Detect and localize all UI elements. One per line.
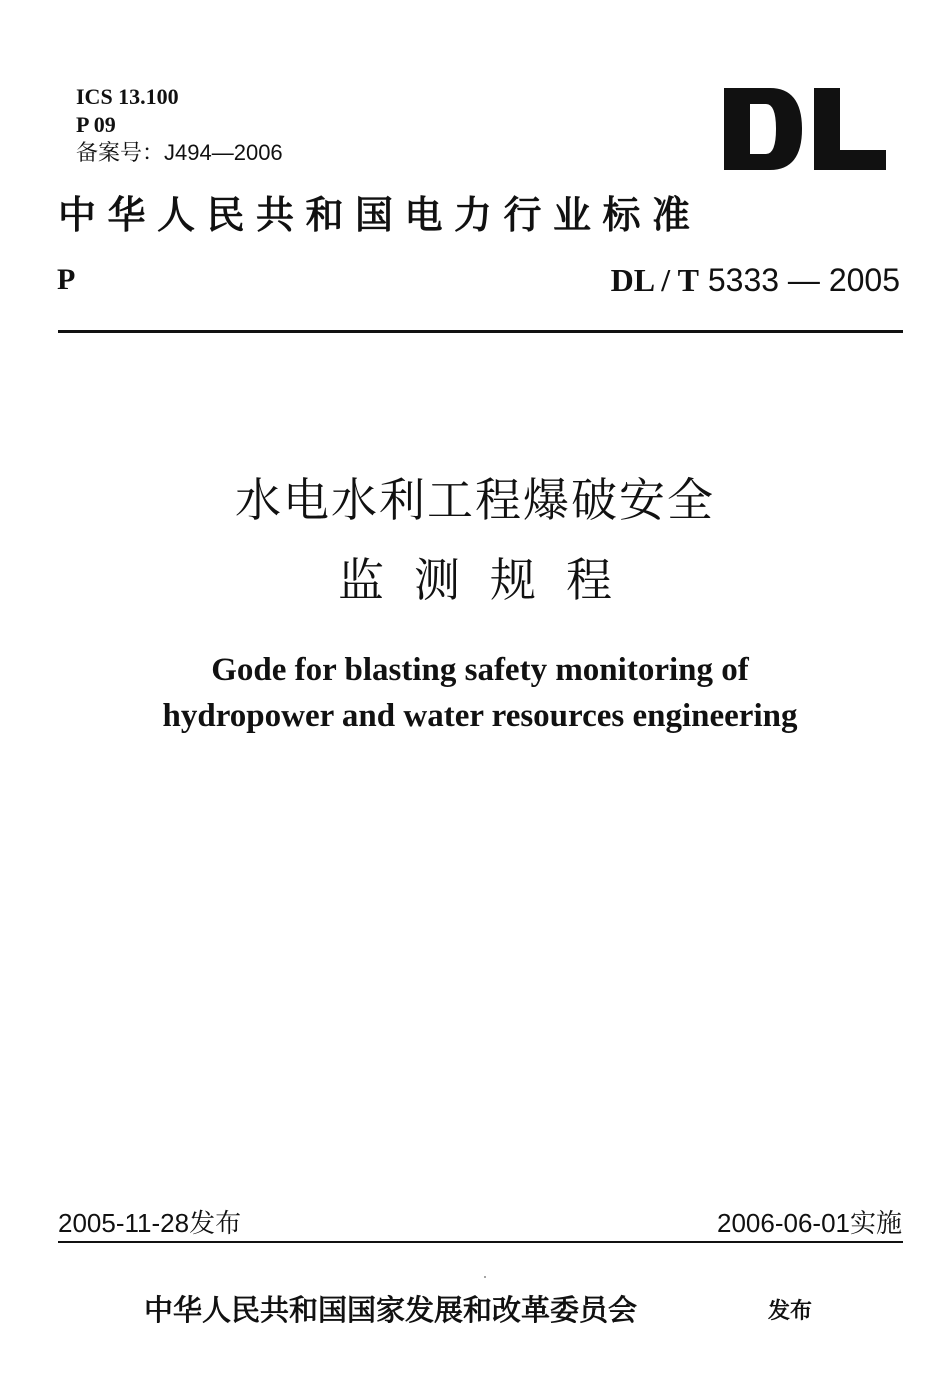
dl-logo-l-shape bbox=[814, 88, 886, 170]
ics-code-text: ICS 13.100 bbox=[76, 84, 179, 109]
top-divider bbox=[58, 330, 903, 333]
p-code-text: P 09 bbox=[76, 112, 116, 137]
standard-type-title: 中华人民共和国电力行业标准 bbox=[58, 192, 702, 237]
issue-date: 2005-11-28发布 bbox=[58, 1208, 242, 1238]
header-meta bbox=[76, 83, 283, 167]
dl-logo bbox=[722, 86, 888, 172]
standard-number bbox=[611, 260, 900, 300]
dl-logo-d-shape bbox=[724, 88, 802, 170]
title-en-line-2: hydropower and water resources engineering bbox=[162, 698, 798, 734]
ics-code bbox=[76, 83, 283, 111]
implement-date: 2006-06-01实施 bbox=[717, 1208, 902, 1238]
title-cn-line-1: 水电水利工程爆破安全 bbox=[235, 473, 715, 527]
standard-number-rest: 5333 — 2005 bbox=[707, 262, 900, 298]
p-code bbox=[76, 111, 283, 139]
publisher-action: 发布 bbox=[768, 1298, 813, 1324]
bottom-divider bbox=[58, 1241, 903, 1243]
standard-number-prefix: DL / T bbox=[610, 262, 699, 298]
record-number bbox=[76, 139, 283, 167]
category-letter: P bbox=[57, 263, 76, 296]
record-value: J494—2006 bbox=[164, 140, 283, 165]
title-cn-line-2: 监测规程 bbox=[338, 553, 642, 607]
scan-speck bbox=[484, 1276, 486, 1278]
record-label: 备案号： bbox=[76, 140, 165, 165]
publisher-name: 中华人民共和国国家发展和改革委员会 bbox=[144, 1293, 638, 1327]
title-en-line-1: Gode for blasting safety monitoring of bbox=[211, 652, 749, 688]
